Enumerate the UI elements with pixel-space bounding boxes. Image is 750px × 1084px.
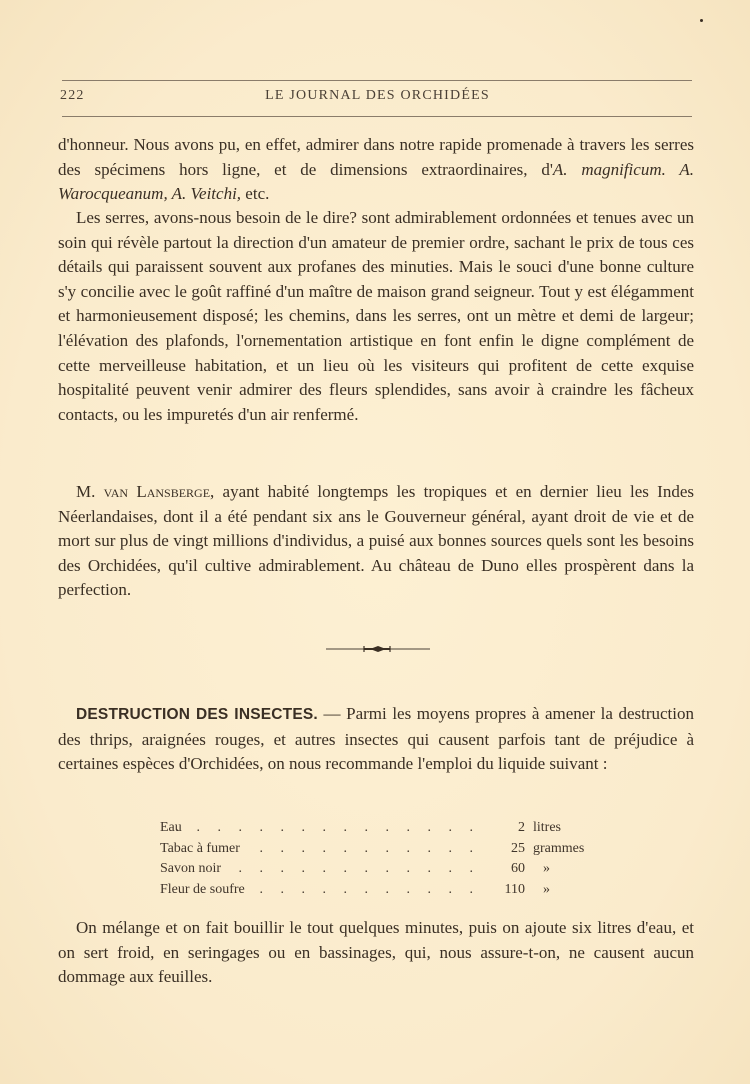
journal-title: LE JOURNAL DES ORCHIDÉES bbox=[265, 88, 490, 103]
ingredient-name: Eau bbox=[160, 820, 182, 835]
leader-dots: . . . . . . . . . . . bbox=[259, 840, 480, 856]
paper-speck bbox=[700, 19, 703, 22]
header-rule-bottom bbox=[62, 116, 692, 117]
paragraph-text: etc. bbox=[241, 184, 270, 204]
paragraph-insect-destruction bbox=[58, 702, 694, 777]
ingredient-name: Fleur de soufre bbox=[160, 881, 245, 897]
ingredient-name: Savon noir bbox=[160, 861, 222, 876]
ingredient-unit: » bbox=[543, 881, 550, 897]
ingredient-unit: » bbox=[543, 861, 550, 876]
paragraph-text: d'honneur. Nous avons pu, en effet, admirer dans notre rapide promenade à travers les serres des spécimens hors ligne, et de dimensions extraordinaires, d' bbox=[58, 135, 694, 179]
recipe-row bbox=[160, 880, 590, 901]
paragraph-text: On mélange et on fait bouillir le tout quelques minutes, puis on ajoute six litres d'eau, et on sert froid, en seringages ou en bassinages, qui, nous assure-t-on, ne causent aucun dommage aux feuilles. bbox=[58, 918, 694, 987]
paragraph-text: Les serres, avons-nous besoin de le dire? sont admirablement ordonnées et tenues avec un soin qui révèle partout la direction d'un amateur de premier ordre, sachant le prix de tous ces détails qui paraissent souvent aux profanes des minuties. Mais le souci d'une bonne culture s'y concilie avec le goût raffiné d'un maître de maison grand seigneur. Tout y est élégamment et harmonieusement disposé; les chemins, dans les serres, ont un mètre et demi de largeur; l'élévation des plafonds, l'ornementation artistique en font enfin le digne complément de cette merveilleuse habitation, et un lieu où les visiteurs qui profitent de cette exquise hospitalité peuvent venir admirer des fleurs splendides, sans avoir à craindre les fâcheux contacts, ou les impuretés d'un air renfermé. bbox=[58, 208, 694, 424]
leader-dots: . . . . . . . . . . . . . . . bbox=[175, 820, 480, 835]
recipe-row bbox=[160, 839, 590, 860]
header-rule-top bbox=[62, 80, 692, 81]
recipe-row bbox=[160, 818, 590, 839]
paragraph-greenhouse-description bbox=[58, 206, 694, 427]
running-head bbox=[60, 88, 695, 110]
person-name: van Lansberge bbox=[103, 482, 211, 501]
paragraph-van-lansberge bbox=[58, 480, 694, 603]
ingredient-unit: litres bbox=[533, 820, 561, 835]
page-number: 222 bbox=[60, 88, 85, 103]
ingredient-name: Tabac à fumer bbox=[160, 840, 240, 856]
ingredient-quantity: 60 bbox=[511, 861, 525, 876]
section-divider-ornament-icon bbox=[326, 644, 430, 654]
paragraph-greenhouse-specimens bbox=[58, 133, 694, 207]
name-prefix: M. bbox=[76, 482, 104, 501]
ingredient-unit: grammes bbox=[533, 840, 585, 856]
ingredient-quantity: 25 bbox=[511, 840, 525, 856]
paragraph-text: — Parmi les moyens propres à amener la destruction des thrips, araignées rouges, et autres insectes qui causent parfois tant de préjudice à certaines espèces d'Orchidées, on nous recommande l'emploi du liquide suivant : bbox=[58, 704, 694, 774]
paragraph-preparation bbox=[58, 916, 694, 990]
ingredient-quantity: 110 bbox=[504, 881, 525, 897]
species-names: A. magnificum. A. Warocqueanum, A. Veitchi, bbox=[58, 159, 694, 204]
section-heading: DESTRUCTION DES INSECTES. bbox=[76, 706, 318, 723]
recipe-table bbox=[160, 818, 590, 900]
leader-dots: . . . . . . . . . . . bbox=[259, 881, 480, 897]
recipe-row bbox=[160, 859, 590, 880]
leader-dots: . . . . . . . . . . . . bbox=[238, 861, 480, 876]
ingredient-quantity: 2 bbox=[518, 820, 525, 835]
paragraph-text: , ayant habité longtemps les tropiques et en dernier lieu les Indes Néerlandaises, dont il a été pendant six ans le Gouverneur général, ayant droit de vie et de mort sur plus de vingt millions d'individus, a puisé aux bonnes sources quels sont les besoins des Orchidées, qu'il cultive admirablement. Au château de Duno elles prospèrent dans la perfection. bbox=[58, 482, 694, 600]
